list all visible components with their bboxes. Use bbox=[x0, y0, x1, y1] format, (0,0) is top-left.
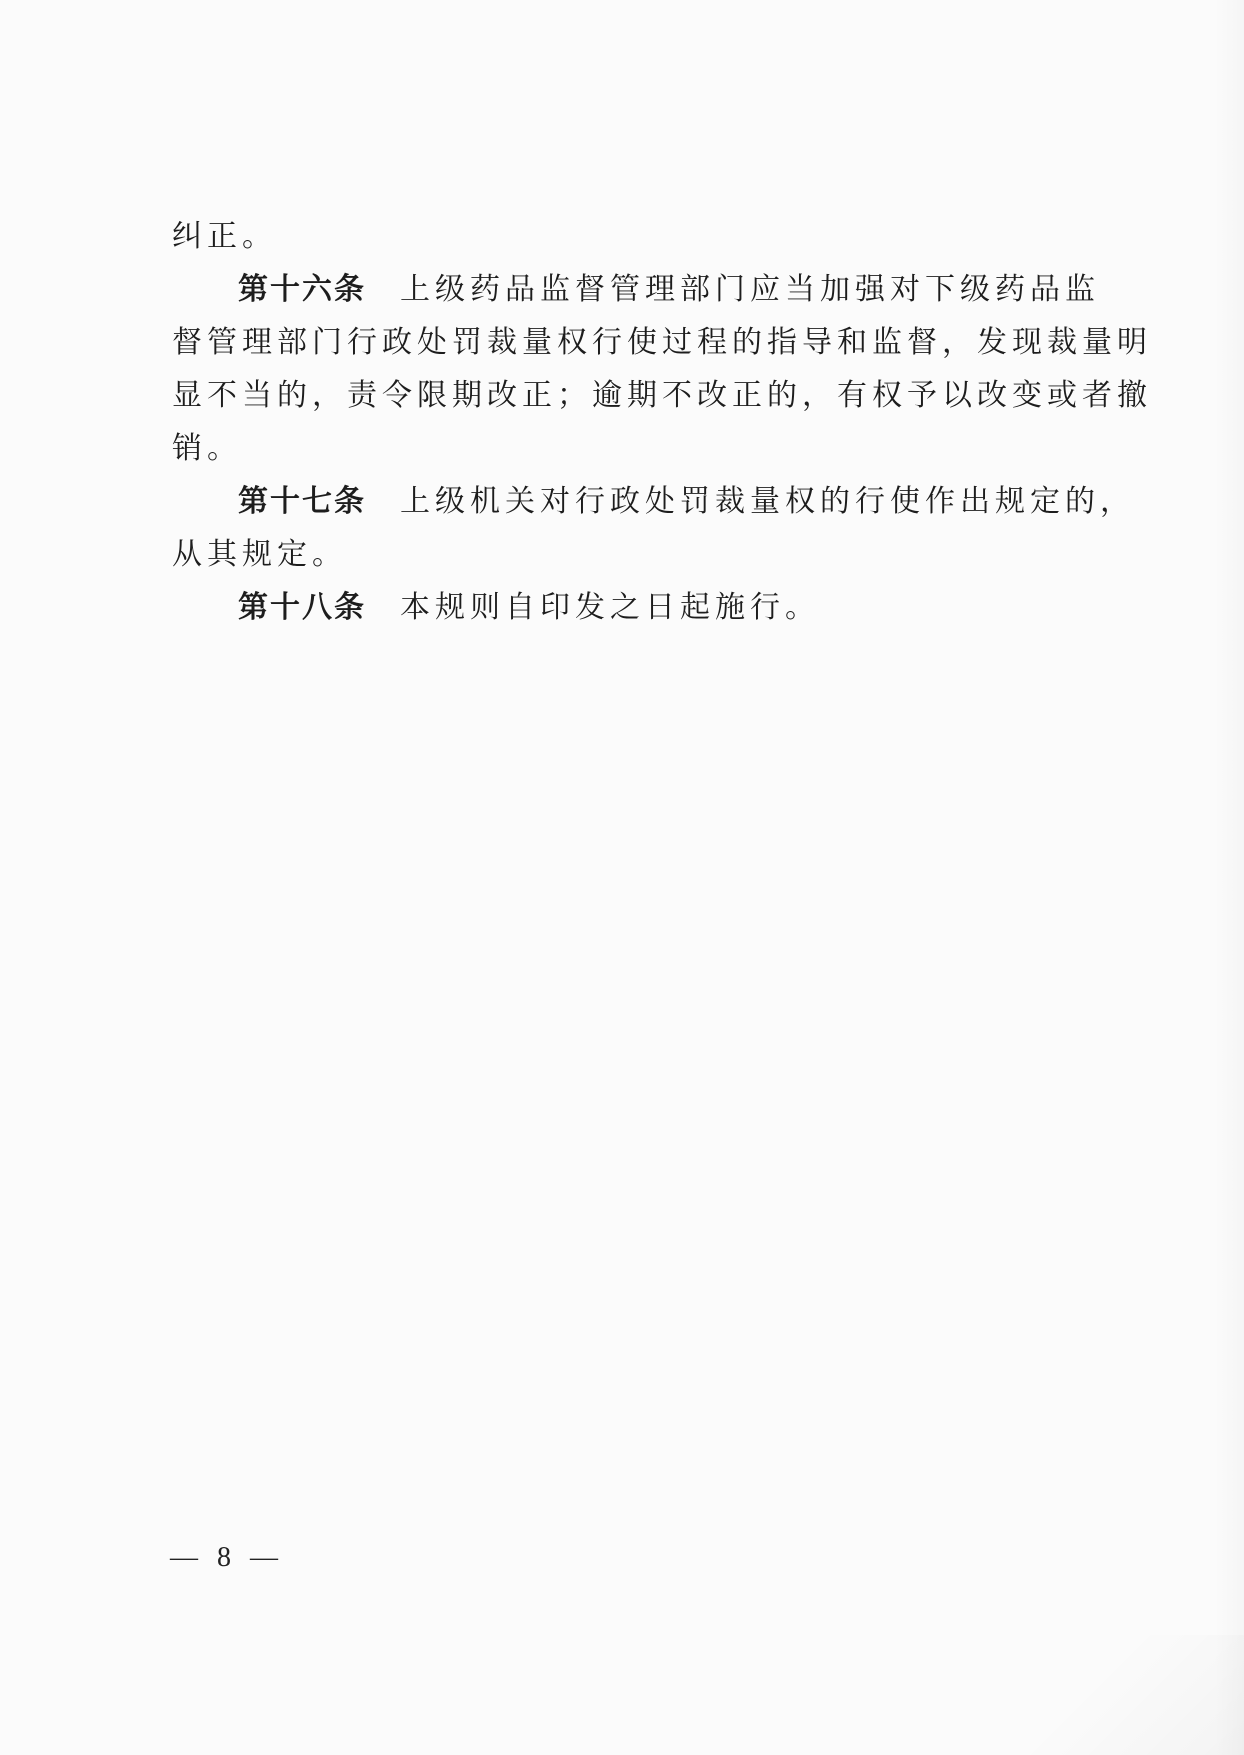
article-16 bbox=[172, 263, 1152, 475]
article-number: 第十六条 bbox=[238, 272, 366, 307]
scan-edge-shadow bbox=[1214, 0, 1244, 1755]
document-body bbox=[172, 210, 1152, 634]
article-18 bbox=[172, 581, 1092, 634]
article-text-line: 上级机关对行政处罚裁量权的行使作出规定的， bbox=[400, 484, 1135, 519]
article-text-line: 销。 bbox=[172, 431, 242, 466]
article-17 bbox=[172, 475, 1135, 581]
article-text-line: 上级药品监督管理部门应当加强对下级药品监 bbox=[400, 272, 1100, 307]
scan-corner-shade bbox=[984, 1635, 1244, 1755]
article-number: 第十七条 bbox=[238, 484, 366, 519]
article-text-line: 从其规定。 bbox=[172, 537, 347, 572]
page-number: — 8 — bbox=[170, 1542, 284, 1573]
article-text-line: 显不当的，责令限期改正；逾期不改正的，有权予以改变或者撤 bbox=[172, 378, 1152, 413]
article-number: 第十八条 bbox=[238, 590, 366, 625]
article-text-line: 本规则自印发之日起施行。 bbox=[400, 590, 820, 625]
continuation-line: 纠正。 bbox=[172, 219, 277, 254]
article-text-line: 督管理部门行政处罚裁量权行使过程的指导和监督，发现裁量明 bbox=[172, 325, 1152, 360]
